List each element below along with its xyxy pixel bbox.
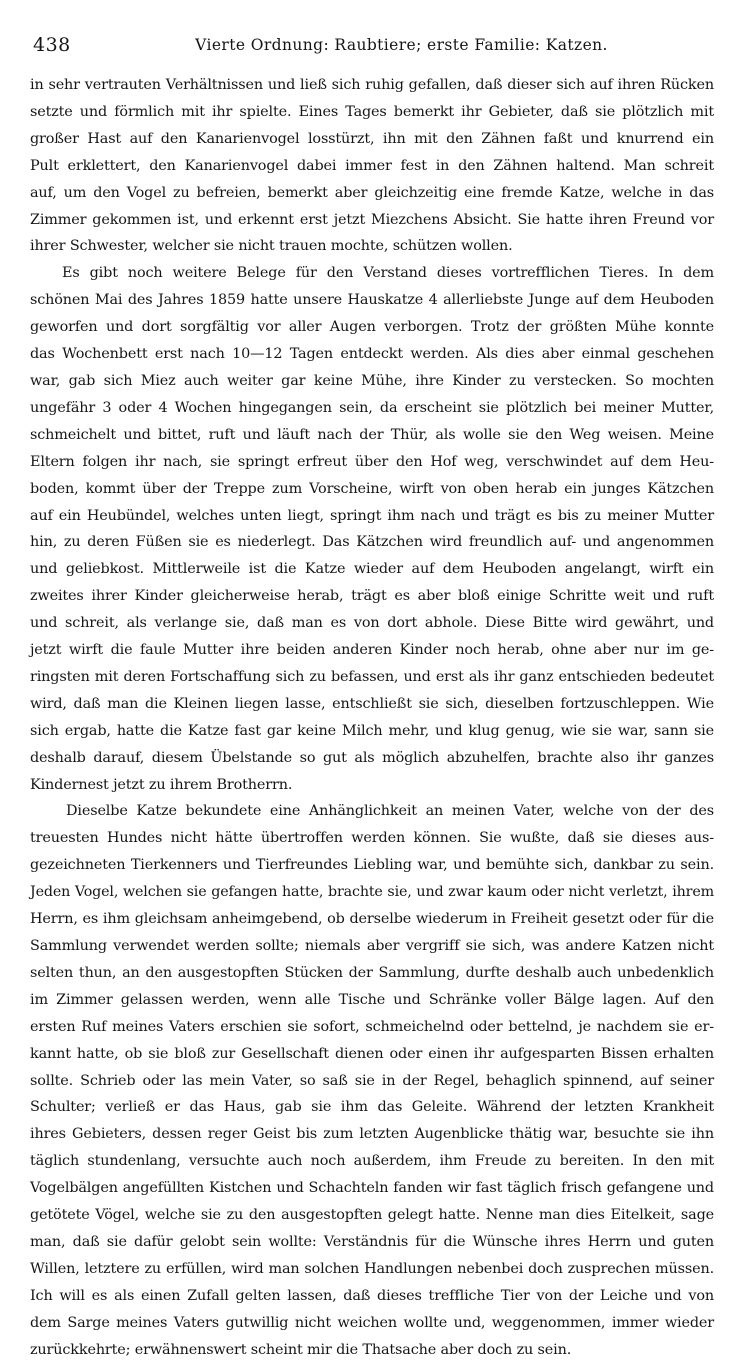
text-line: und geliebkost. Mittlerweile ist die Katze wieder auf dem Heuboden angelangt, wirft ein — [30, 561, 714, 578]
text-line: setzte und förmlich mit ihr spielte. Eines Tages bemerkt ihr Gebieter, daß sie plötzlich mit — [30, 103, 714, 120]
text-line: Vogelbälgen angefüllten Kistchen und Schachteln fanden wir fast täglich frisch gefangene und — [30, 1180, 714, 1197]
text-line: selten thun, an den ausgestopften Stücken der Sammlung, durfte deshalb auch unbedenklich — [30, 964, 714, 981]
text-line: war, gab sich Miez auch weiter gar keine Mühe, ihre Kinder zu verstecken. So mochten — [30, 372, 714, 389]
text-line: Eltern folgen ihr nach, sie springt erfreut über den Hof weg, verschwindet auf dem Heu- — [30, 453, 714, 470]
text-line: wird, daß man die Kleinen liegen lasse, entschließt sie sich, dieselben fortzuschleppen. Wie — [30, 695, 714, 712]
text-line: und schreit, als verlange sie, daß man es von dort abhole. Diese Bitte wird gewährt, und — [30, 615, 714, 632]
text-line: ungefähr 3 oder 4 Wochen hingegangen sein, da erscheint sie plötzlich bei meiner Mutter, — [30, 399, 714, 416]
text-line: täglich stundenlang, versuchte auch noch außerdem, ihm Freude zu bereiten. In den mit — [30, 1153, 714, 1170]
text-line: zurückkehrte; erwähnenswert scheint mir die Thatsache aber doch zu sein. — [30, 1341, 572, 1358]
text-line: Zimmer gekommen ist, und erkennt erst jetzt Miezchens Absicht. Sie hatte ihren Freund vor — [30, 211, 714, 228]
text-line: ihres Gebieters, dessen reger Geist bis zum letzten Augenblicke thätig war, besuchte sie ihn — [30, 1126, 714, 1143]
paragraph — [30, 72, 714, 260]
text-line: sich ergab, hatte die Katze fast gar keine Milch mehr, und klug genug, wie sie war, sann sie — [30, 722, 714, 739]
text-line: man, daß sie dafür gelobt sein wollte: Verständnis für die Wünsche ihres Herrn und guten — [30, 1233, 714, 1250]
text-line: auf ein Heubündel, welches unten liegt, springt ihm nach und trägt es bis zu meiner Mutter — [30, 507, 714, 524]
text-line: Dieselbe Katze bekundete eine Anhänglichkeit an meinen Vater, welche von der des — [66, 803, 714, 820]
text-line: das Wochenbett erst nach 10—12 Tagen entdeckt werden. Als dies aber einmal geschehen — [30, 346, 714, 363]
text-line: kannt hatte, ob sie bloß zur Gesellschaft dienen oder einen ihr aufgesparten Bissen erhalten — [30, 1045, 714, 1062]
text-line: dem Sarge meines Vaters gutwillig nicht weichen wollte und, weggenommen, immer wieder — [30, 1314, 714, 1331]
text-line: getötete Vögel, welche sie zu den ausgestopften gelegt hatte. Nenne man dies Eitelkeit, sage — [30, 1207, 714, 1224]
text-line: auf, um den Vogel zu befreien, bemerkt aber gleichzeitig eine fremde Katze, welche in das — [30, 184, 714, 201]
text-line: hin, zu deren Füßen sie es niederlegt. Das Kätzchen wird freundlich auf- und angenommen — [30, 534, 714, 551]
text-line: schmeichelt und bittet, ruft und läuft nach der Thür, als wolle sie den Weg weisen. Meine — [30, 426, 714, 443]
running-head — [30, 34, 713, 60]
text-line: boden, kommt über der Treppe zum Vorscheine, wirft von oben herab ein junges Kätzchen — [30, 480, 714, 497]
text-line: Jeden Vogel, welchen sie gefangen hatte, brachte sie, und zwar kaum oder nicht verletzt, ihrem — [30, 884, 714, 901]
text-line: großer Hast auf den Kanarienvogel losstürzt, ihn mit den Zähnen faßt und knurrend ein — [30, 130, 714, 147]
text-line: geworfen und dort sorgfältig vor aller Augen verborgen. Trotz der größten Mühe konnte — [30, 319, 714, 336]
text-line: Kindernest jetzt zu ihrem Brotherrn. — [30, 776, 293, 793]
text-line: ersten Ruf meines Vaters erschien sie sofort, schmeichelnd oder bettelnd, je nachdem sie er- — [30, 1018, 714, 1035]
page-number: 438 — [33, 34, 71, 56]
body-text — [30, 72, 714, 1364]
text-line: Herrn, es ihm gleichsam anheimgebend, ob derselbe wiederum in Freiheit gesetzt oder für die — [30, 911, 714, 928]
text-line: Ich will es als einen Zufall gelten lassen, daß dieses treffliche Tier von der Leiche und von — [30, 1287, 714, 1304]
text-line: Schulter; verließ er das Haus, gab sie ihm das Geleite. Während der letzten Krankheit — [30, 1099, 714, 1116]
text-line: deshalb darauf, diesem Übelstande so gut als möglich abzuhelfen, brachte also ihr ganzes — [30, 749, 714, 766]
text-line: sollte. Schrieb oder las mein Vater, so saß sie in der Regel, behaglich spinnend, auf seiner — [30, 1072, 714, 1089]
text-line: Willen, letztere zu erfüllen, wird man solchen Handlungen nebenbei doch zusprechen müssen. — [30, 1260, 714, 1277]
text-line: jetzt wirft die faule Mutter ihre beiden anderen Kinder noch herab, ohne aber nur im ge- — [30, 642, 714, 659]
text-line: ihrer Schwester, welcher sie nicht trauen mochte, schützen wollen. — [30, 238, 513, 255]
text-line: Pult erklettert, den Kanarienvogel dabei immer fest in den Zähnen haltend. Man schreit — [30, 157, 714, 174]
running-head-title: Vierte Ordnung: Raubtiere; erste Familie: Katzen. — [195, 36, 608, 54]
paragraph — [30, 260, 714, 798]
text-line: in sehr vertrauten Verhältnissen und ließ sich ruhig gefallen, daß dieser sich auf ihren Rücken — [30, 77, 714, 93]
paragraph — [30, 798, 714, 1363]
text-line: gezeichneten Tierkenners und Tierfreundes Liebling war, und bemühte sich, dankbar zu sein. — [30, 857, 714, 874]
text-line: Sammlung verwendet werden sollte; niemals aber vergriff sie sich, was andere Katzen nicht — [30, 938, 714, 954]
text-line: Es gibt noch weitere Belege für den Verstand dieses vortrefflichen Tieres. In dem — [62, 265, 714, 282]
text-line: ringsten mit deren Fortschaffung sich zu befassen, und erst als ihr ganz entschieden bedeutet — [30, 668, 714, 685]
text-line: schönen Mai des Jahres 1859 hatte unsere Hauskatze 4 allerliebste Junge auf dem Heuboden — [30, 292, 714, 309]
text-line: zweites ihrer Kinder gleicherweise herab, trägt es aber bloß einige Schritte weit und ruft — [30, 588, 714, 605]
text-line: treuesten Hundes nicht hätte übertroffen werden können. Sie wußte, daß sie dieses aus- — [30, 830, 714, 847]
text-line: im Zimmer gelassen werden, wenn alle Tische und Schränke voller Bälge lagen. Auf den — [30, 991, 714, 1008]
